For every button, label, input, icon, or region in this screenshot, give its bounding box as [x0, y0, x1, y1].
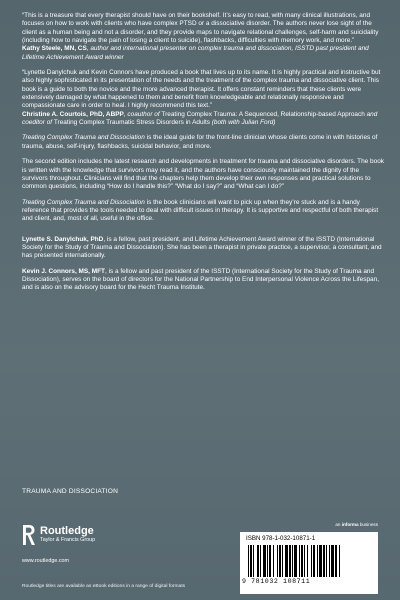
publisher-name: Routledge: [40, 525, 94, 537]
author-2-name: Kevin J. Connors: [22, 267, 75, 275]
barcode-icon: [246, 545, 372, 579]
routledge-r-icon: [22, 524, 36, 546]
author-bio-2: [22, 268, 384, 293]
book-title-ref-2: Treating Complex Trauma and Dissociation: [22, 198, 145, 206]
barcode-area: [240, 522, 378, 586]
ebook-note: Routledge titles are available as eBook editions in a range of digital formats: [22, 584, 186, 589]
quote-2-attr-tail: (both with Julian Ford): [209, 119, 276, 127]
back-cover-text: [22, 12, 384, 300]
quote-2-book-1: Treating Complex Trauma: A Sequenced, Relationship-based Approach: [161, 110, 365, 118]
author-1-creds: , PhD: [86, 235, 104, 243]
author-2-creds: , MS, MFT: [74, 267, 105, 275]
quote-2-book-2: Treating Complex Traumatic Stress Disorders in Adults: [53, 119, 210, 127]
quote-2-attribution: [22, 111, 384, 128]
description-1-text: is the ideal guide for the front-line clinician whose clients come in with histories of trauma, abuse, self-injury, flashbacks, suicidal behavior, and more.: [22, 134, 378, 150]
author-1-bio: , is a fellow, past president, and Lifetime Achievement Award winner of the ISSTD (International Society for the Study of Trauma and Dissociation). She has been a therapist in private practice, a supervisor, a consultant, and has presented internationally.: [22, 235, 382, 260]
description-3: [22, 199, 384, 224]
author-bio-1: [22, 236, 384, 261]
informa-business-label: [335, 522, 378, 527]
publisher-subtitle: Taylor & Francis Group: [40, 537, 96, 543]
quote-1-attribution: [22, 45, 384, 62]
quote-1-text: “This is a treasure that every therapist should have on their bookshelf. It’s easy to read, with many clinical illustrations, and focuses on how to work with clients who have complex PTSD or a dissociative disorder. The authors never lose sight of the client as a human being and not a disorder, and they provide maps to navigate relational challenges, self-harm and suicidality (including how to navigate the pain of losing a client to suicide), flashbacks, difficulties with memory work, and more.”: [22, 12, 379, 45]
quote-1: [22, 12, 384, 45]
quote-1-credentials: , author and international presenter on complex trauma and dissociation, ISSTD past president and Lifetime Achievement Award winner: [22, 45, 369, 61]
isbn-label: ISBN 978-1-032-10871-1: [246, 535, 316, 542]
description-2: [22, 158, 384, 191]
quote-2-text: “Lynette Danylchuk and Kevin Connors have produced a book that lives up to its name. It is highly practical and instructive but also highly sophisticated in its presentation of the needs and the treatment of the complex trauma and dissociative client. This book is a guide to both the novice and the more advanced therapist. It offers constant reminders that these clients were extensively damaged by what happened to them and benefit from knowledgeable and relationally responsive and compassionate care in order to heal. I highly recommend this text.”: [22, 69, 381, 110]
publisher-url[interactable]: www.routledge.com: [22, 558, 70, 564]
description-3-text: is the book clinicians will want to pick up when they’re stuck and is a handy reference that provides the tools needed to deal with difficult issues in therapy. It is supportive and respectful of both therapist and client, and, most of all, useful in the office.: [22, 198, 379, 223]
book-title-ref-1: Treating Complex Trauma and Dissociation: [22, 134, 145, 142]
isbn-barcode: [240, 532, 378, 594]
author-1-name: Lynette S. Danylchuk: [22, 235, 87, 243]
publisher-wordmark: [40, 525, 95, 544]
informa-prefix: an: [335, 522, 342, 527]
author-2-bio: , is a fellow and past president of the ISSTD (International Society for the Study of Trauma and Dissociation), serves on the board of directors for the National Partnership to End Interpersonal Violence Across the Lifespan, and is also on the advisory board for the Hecht Trauma Institute.: [22, 267, 380, 292]
quote-1-author: Kathy Steele, MN, CS: [22, 45, 87, 53]
description-1: [22, 134, 384, 151]
informa-suffix: business: [358, 522, 378, 527]
informa-brand: informa: [341, 522, 359, 527]
quote-2-attr-seg1: , coauthor of: [123, 110, 162, 118]
quote-2: [22, 69, 384, 111]
isbn-digits: 9 781032 108711: [242, 578, 311, 585]
description-2-text: The second edition includes the latest research and developments in treatment for trauma and dissociative disorders. The book is written with the knowledge that survivors may read it, and the authors have consciously maintained the dignity of the survivors throughout. Clinicians will find that the chapters help them develop their own responses and practical solutions to common questions, including “How do I handle this?” “What do I say?” and “What can I do?”: [22, 158, 385, 191]
quote-2-attr-seg2: and coeditor of: [22, 110, 378, 127]
publisher-logo: [22, 522, 172, 554]
series-name: TRAUMA AND DISSOCIATION: [22, 488, 119, 495]
quote-2-author: Christine A. Courtois, PhD, ABPP: [22, 110, 124, 118]
